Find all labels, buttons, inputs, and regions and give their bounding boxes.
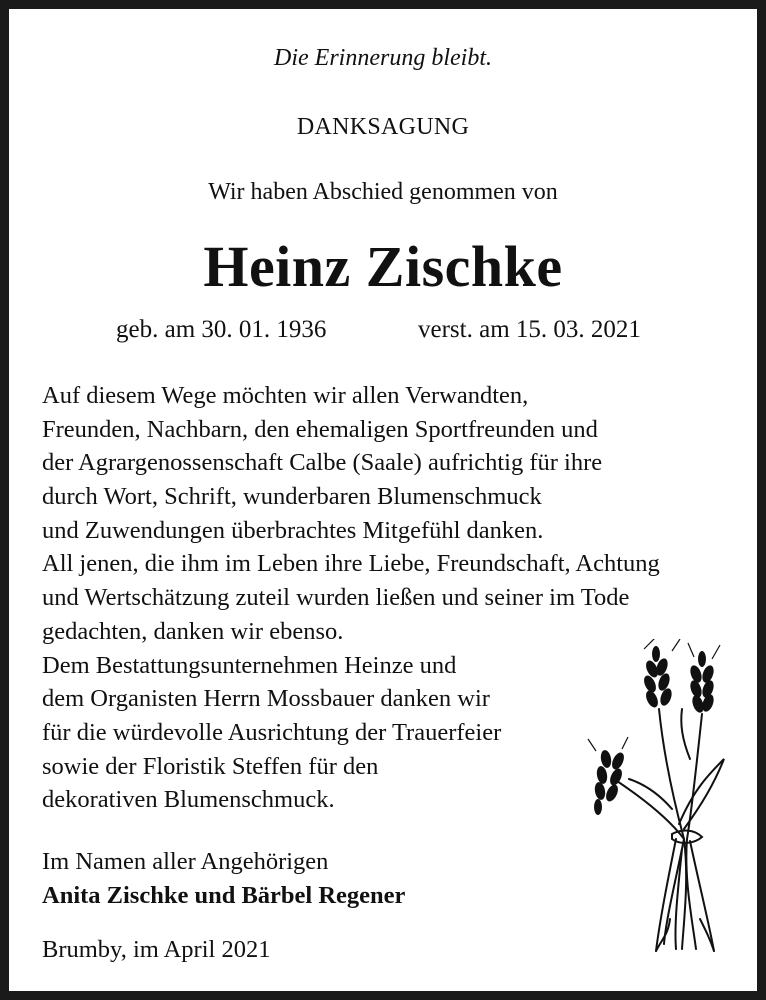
text-line: Freunden, Nachbarn, den ehemaligen Sportfreunden und <box>42 415 598 443</box>
text-line: für die würdevolle Ausrichtung der Trauerfeier <box>42 718 502 746</box>
wheat-sheaf-icon <box>584 639 744 959</box>
signature-intro: Im Namen aller Angehörigen <box>42 848 329 875</box>
deceased-name: Heinz Zischke <box>203 234 563 299</box>
birth-date: geb. am 30. 01. 1936 <box>116 316 327 343</box>
intro-line: Wir haben Abschied genommen von <box>208 179 558 205</box>
signature-names: Anita Zischke und Bärbel Regener <box>42 881 406 909</box>
text-line: Dem Bestattungsunternehmen Heinze und <box>42 651 457 679</box>
thanks-text <box>42 379 660 817</box>
text-line: gedachten, danken wir ebenso. <box>42 617 344 645</box>
text-line: durch Wort, Schrift, wunderbaren Blumenschmuck <box>42 483 542 511</box>
text-line: All jenen, die ihm im Leben ihre Liebe, Freundschaft, Achtung <box>42 550 660 578</box>
place-date: Brumby, im April 2021 <box>42 936 271 963</box>
motto: Die Erinnerung bleibt. <box>274 45 492 71</box>
text-line: dekorativen Blumenschmuck. <box>42 786 335 814</box>
text-line: und Wertschätzung zuteil wurden ließen und seiner im Tode <box>42 584 630 612</box>
heading: DANKSAGUNG <box>296 114 470 140</box>
signature-block <box>42 845 405 912</box>
text-line: dem Organisten Herrn Mossbauer danken wir <box>42 685 490 713</box>
death-date: verst. am 15. 03. 2021 <box>418 316 641 343</box>
text-line: Auf diesem Wege möchten wir allen Verwandten, <box>42 382 529 409</box>
text-line: sowie der Floristik Steffen für den <box>42 752 379 780</box>
text-line: und Zuwendungen überbrachtes Mitgefühl danken. <box>42 516 544 544</box>
text-line: der Agrargenossenschaft Calbe (Saale) aufrichtig für ihre <box>42 449 603 477</box>
